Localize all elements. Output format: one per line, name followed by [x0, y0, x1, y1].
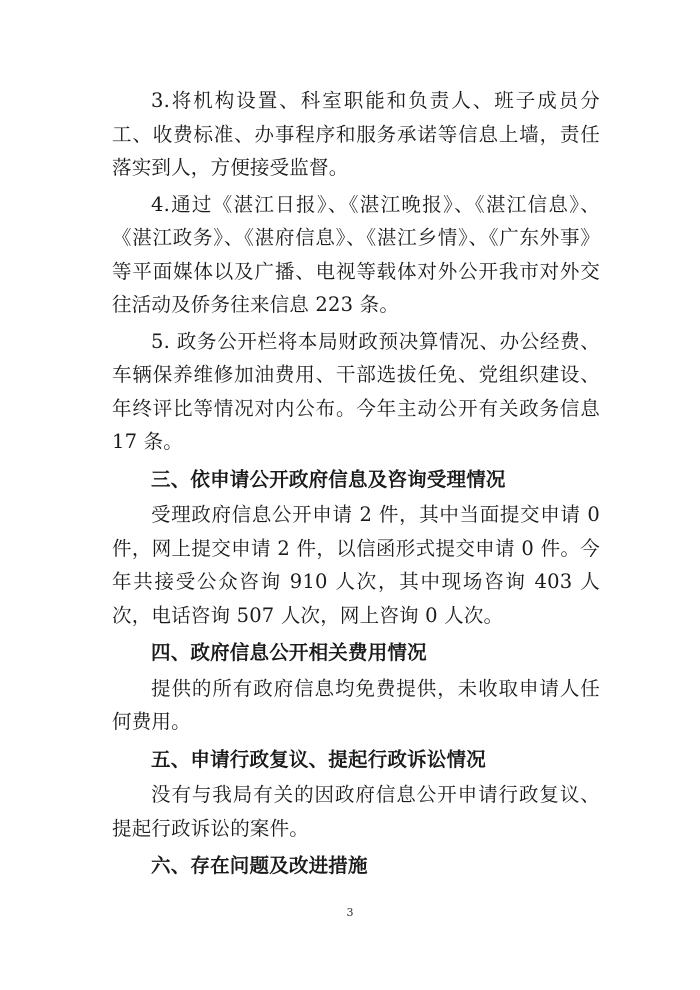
- page-number: 3: [346, 906, 354, 919]
- section-heading-6: 六、存在问题及改进措施: [151, 854, 368, 877]
- paragraph-review: 没有与我局有关的因政府信息公开申请行政复议、提起行政诉讼的案件。: [112, 783, 600, 840]
- section-heading-4: 四、政府信息公开相关费用情况: [151, 641, 427, 664]
- document-body: [112, 84, 600, 885]
- paragraph-fees: 提供的所有政府信息均免费提供，未收取申请人任何费用。: [112, 676, 600, 733]
- paragraph-item-4: 4.通过《湛江日报》、《湛江晚报》、《湛江信息》、《湛江政务》、《湛府信息》、《湛江乡情》、《广东外事》等平面媒体以及广播、电视等载体对外公开我市对外交往活动及侨务往来信息 223 条。: [112, 192, 600, 316]
- paragraph-requests: 受理政府信息公开申请 2 件，其中当面提交申请 0 件，网上提交申请 2 件，以信函形式提交申请 0 件。今年共接受公众咨询 910 人次，其中现场咨询 403 人次，电话咨询 507 人次，网上咨询 0 人次。: [112, 503, 600, 627]
- paragraph-item-3: 3.将机构设置、科室职能和负责人、班子成员分工、收费标准、办事程序和服务承诺等信息上墙，责任落实到人，方便接受监督。: [112, 89, 600, 179]
- section-heading-3: 三、依申请公开政府信息及咨询受理情况: [151, 467, 506, 491]
- section-heading-5: 五、申请行政复议、提起行政诉讼情况: [151, 747, 486, 771]
- paragraph-item-5: 5. 政务公开栏将本局财政预决算情况、办公经费、车辆保养维修加油费用、干部选拔任免、党组织建设、年终评比等情况对内公布。今年主动公开有关政务信息 17 条。: [112, 329, 600, 453]
